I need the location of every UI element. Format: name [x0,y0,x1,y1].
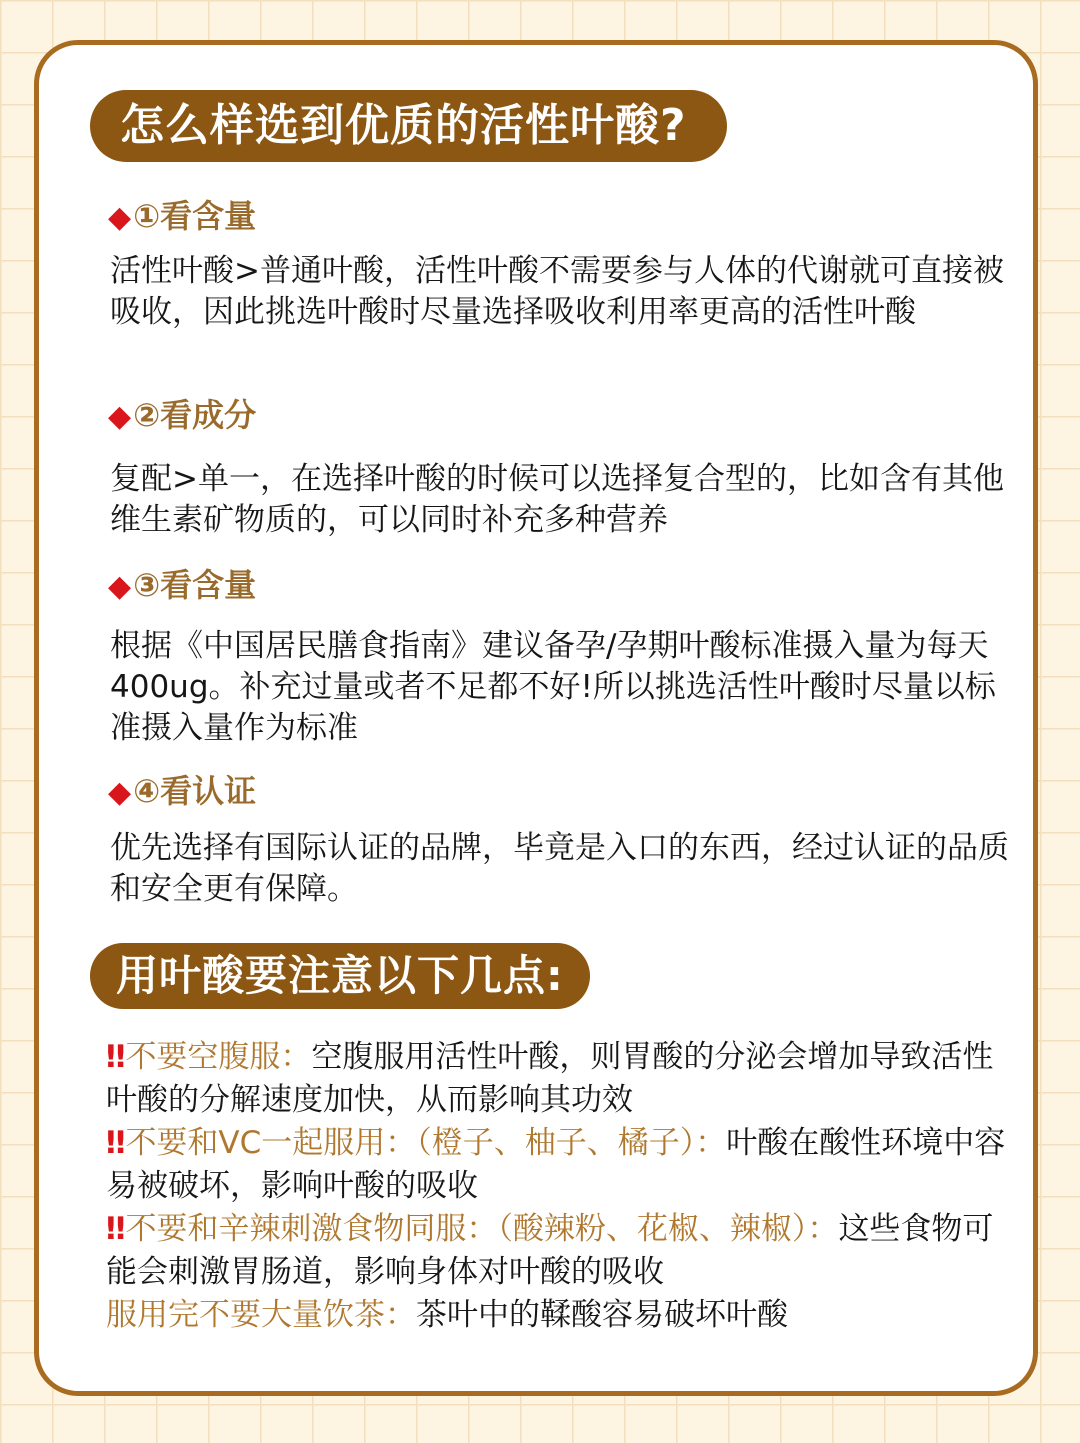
tip-title: 不要和辛辣刺激食物同服： [125,1211,498,1247]
warning-icon: ‼ [106,1211,126,1247]
tip-title: 不要和VC一起服用： [125,1125,417,1161]
criterion-heading [108,565,256,607]
criterion-heading [108,196,256,238]
section-title: 怎么样选到优质的活性叶酸? [120,100,687,151]
diamond-icon: ◆ [108,569,132,604]
criterion-body: 根据《中国居民膳食指南》建议备孕/孕期叶酸标准摄入量为每天400ug。补充过量或者不足都不好!所以挑选活性叶酸时尽量以标准摄入量作为标准 [110,628,996,746]
criterion-body: 复配>单一，在选择叶酸的时候可以选择复合型的，比如含有其他维生素矿物质的，可以同时补充多种营养 [110,461,1004,538]
criterion-heading-text: ④看认证 [133,772,257,810]
criterion-heading [108,395,256,437]
tip-item [106,1122,1006,1208]
warning-icon: ‼ [106,1039,126,1075]
tip-title: 服用完不要大量饮茶： [106,1297,416,1333]
tip-item [106,1294,1006,1337]
tip-text: 叶酸在酸性环境中容易被破坏，影响叶酸的吸收 [106,1125,1006,1204]
tip-text: 茶叶中的鞣酸容易破坏叶酸 [416,1297,788,1333]
diamond-icon: ◆ [108,775,132,810]
criterion-heading-text: ③看含量 [133,566,257,604]
section-title: 用叶酸要注意以下几点: [116,951,564,1000]
criterion-body: 活性叶酸>普通叶酸，活性叶酸不需要参与人体的代谢就可直接被吸收，因此挑选叶酸时尽量选择吸收利用率更高的活性叶酸 [110,253,1004,330]
tip-text: 这些食物可能会刺激胃肠道，影响身体对叶酸的吸收 [106,1211,994,1290]
section-title-banner [90,90,727,162]
criterion-heading-text: ②看成分 [133,396,257,434]
section-title-banner [90,943,590,1009]
tips-list [106,1036,1006,1337]
criterion-heading [108,771,256,813]
diamond-icon: ◆ [108,399,132,434]
tip-item [106,1036,1006,1122]
tip-title: 不要空腹服： [125,1039,312,1075]
criterion-body: 优先选择有国际认证的品牌，毕竟是入口的东西，经过认证的品质和安全更有保障。 [110,830,1009,907]
tip-examples: （酸辣粉、花椒、辣椒）： [497,1211,839,1247]
warning-icon: ‼ [106,1125,126,1161]
tip-item [106,1208,1006,1294]
diamond-icon: ◆ [108,200,132,235]
criterion-heading-text: ①看含量 [133,197,257,235]
tip-text: 空腹服用活性叶酸，则胃酸的分泌会增加导致活性叶酸的分解速度加快，从而影响其功效 [106,1039,994,1118]
tip-examples: （橙子、柚子、橘子）： [416,1125,727,1161]
